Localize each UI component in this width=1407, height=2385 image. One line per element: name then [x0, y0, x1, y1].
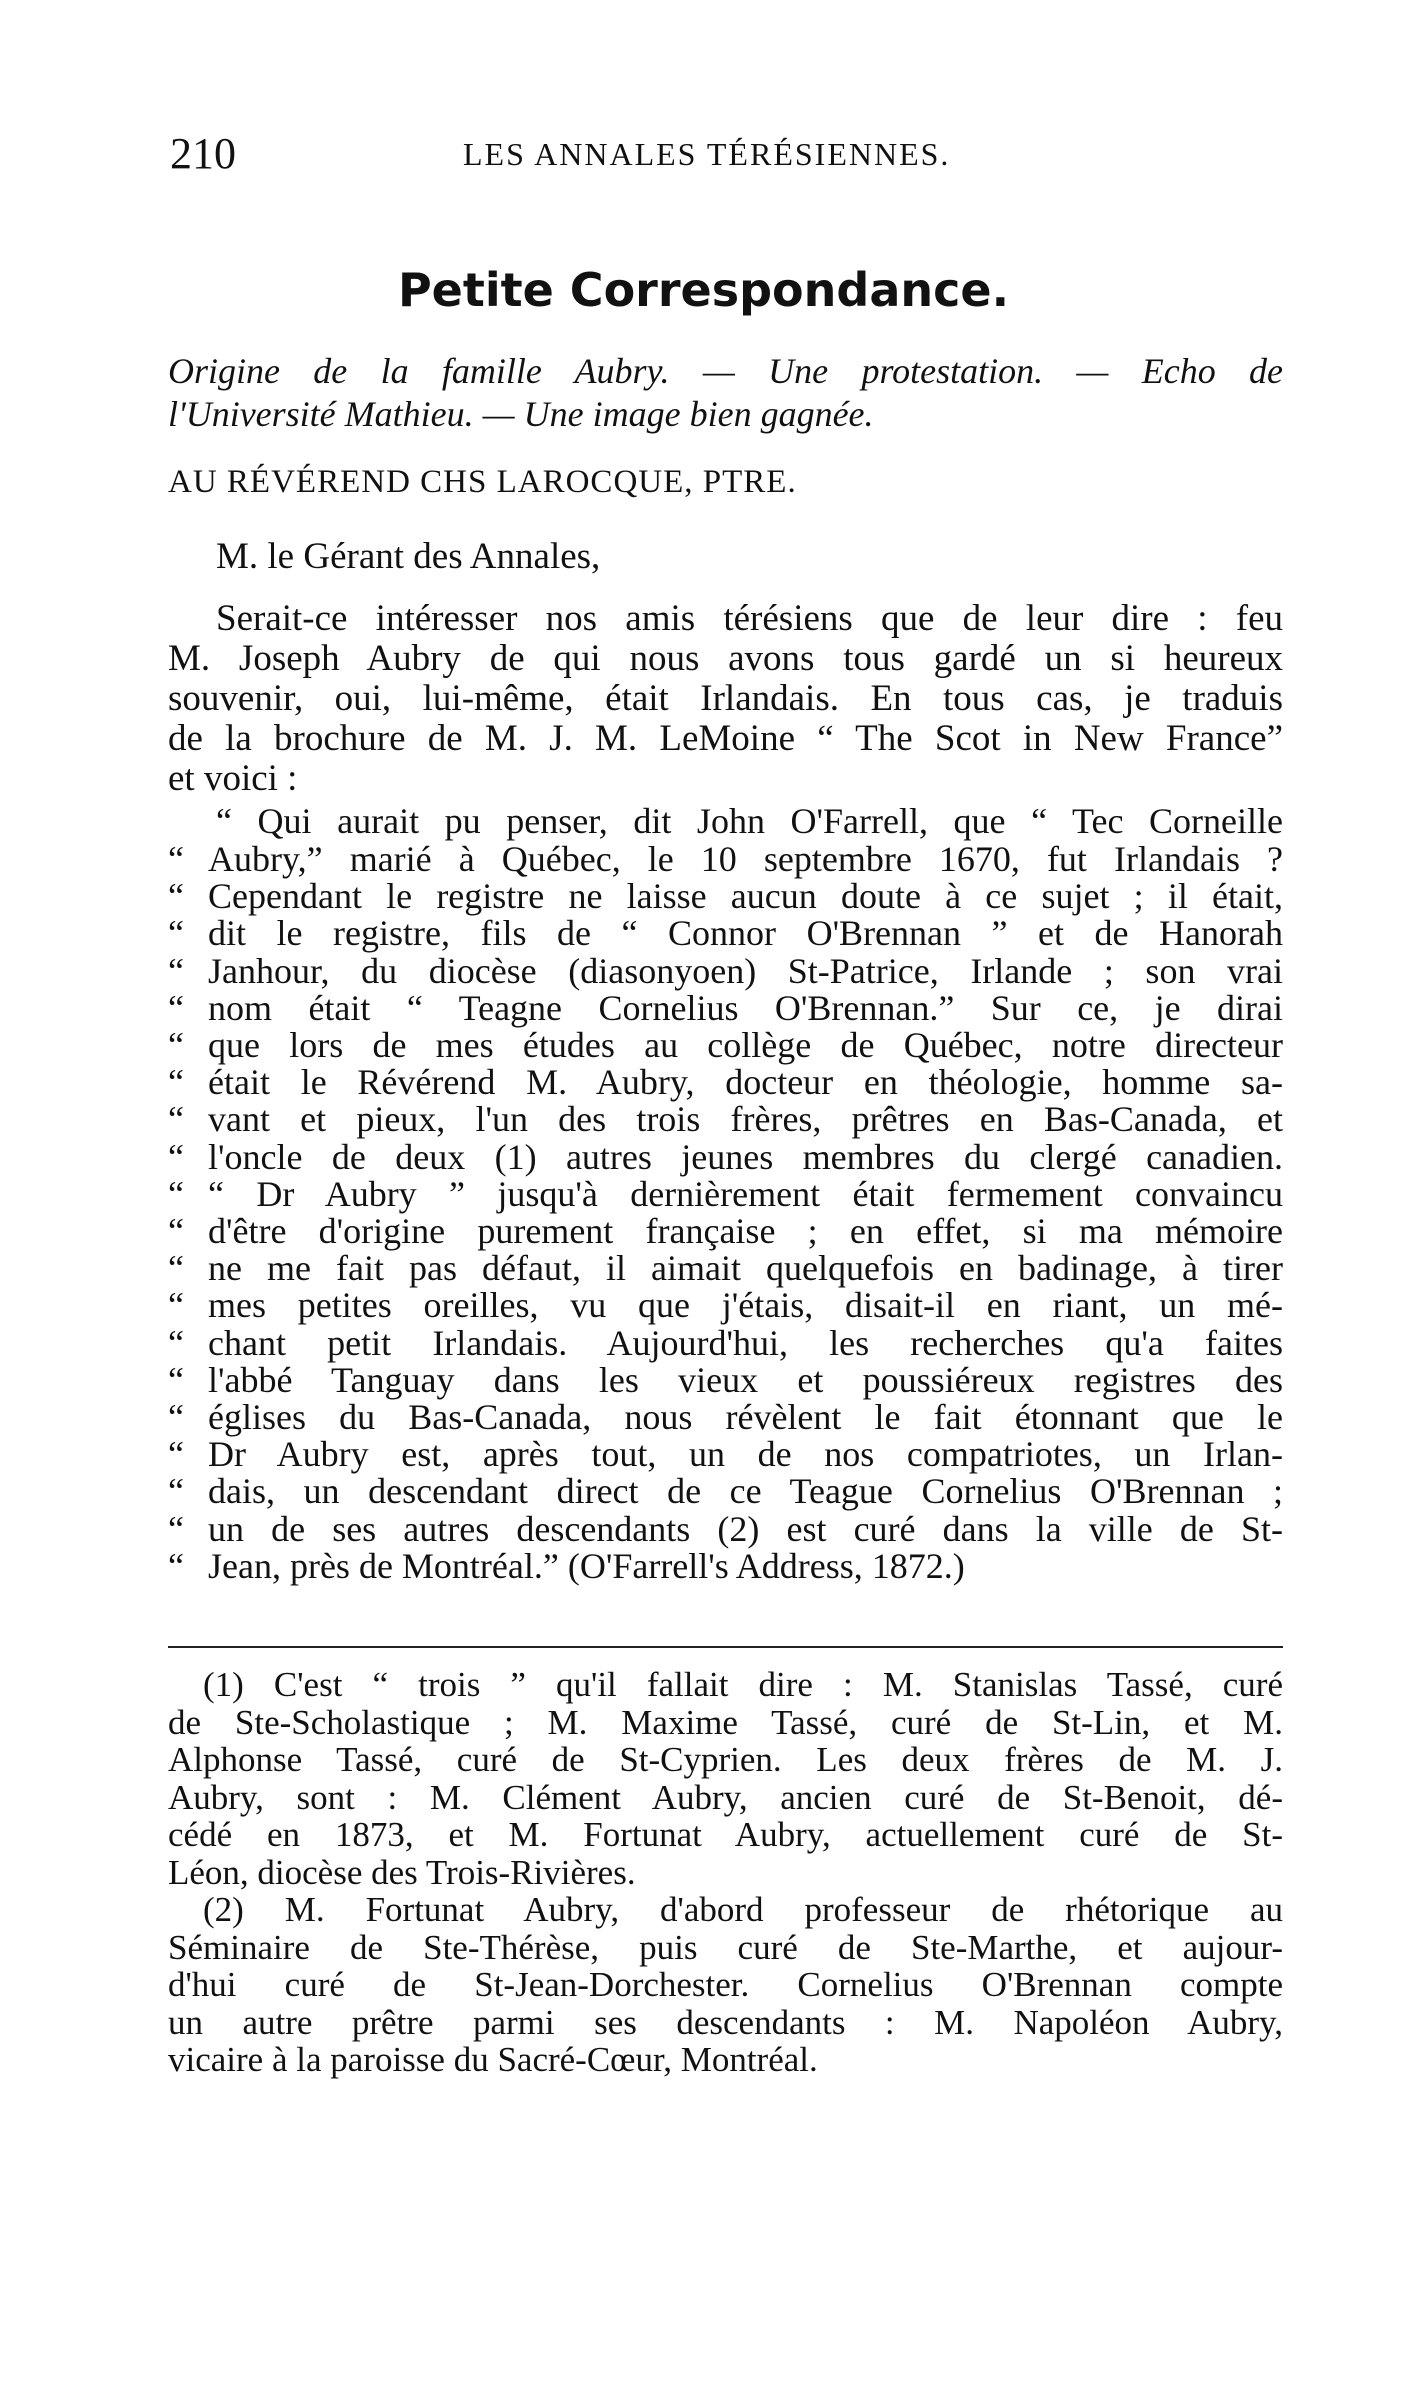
quote-text: Cependant le registre ne laisse aucun doute à ce sujet ; il était, [208, 876, 1283, 917]
footnote-line: Séminaire de Ste-Thérèse, puis curé de Ste-Marthe, et aujour- [168, 1927, 1283, 1967]
quote-marker: “ [168, 1285, 184, 1326]
running-title: LES ANNALES TÉRÉSIENNES. [463, 136, 951, 172]
quote-line [168, 1061, 1283, 1103]
quote-line [168, 1396, 1283, 1438]
quote-text: était le Révérend M. Aubry, docteur en théologie, homme sa- [208, 1062, 1283, 1103]
quote-marker: “ [168, 1062, 184, 1103]
footnote-divider [168, 1646, 1283, 1648]
quote-marker: “ [168, 1248, 184, 1289]
subtitle-line: l'Université Mathieu. — Une image bien gagnée. [168, 394, 874, 434]
subtitle-line: Origine de la famille Aubry. — Une protestation. — Echo de [168, 351, 1283, 391]
quote-marker: “ [168, 950, 184, 991]
footnote-line: Aubry, sont : M. Clément Aubry, ancien curé de St-Benoit, dé- [168, 1777, 1283, 1817]
intro-line: souvenir, oui, lui-même, était Irlandais. En tous cas, je traduis [168, 678, 1283, 719]
quote-line [168, 1470, 1283, 1512]
quote-text: nom était “ Teagne Cornelius O'Brennan.” Sur ce, je dirai [208, 987, 1283, 1028]
footnote-line: d'hui curé de St-Jean-Dorchester. Cornelius O'Brennan compte [168, 1965, 1283, 2004]
quote-marker: “ [168, 1099, 184, 1140]
quote-marker: “ [168, 1136, 184, 1177]
quote-marker: “ [168, 1322, 184, 1363]
quote-line [168, 1545, 1283, 1587]
quote-line [168, 875, 1283, 917]
quote-line [168, 838, 1283, 880]
quote-text: l'oncle de deux (1) autres jeunes membres du clergé canadien. [208, 1136, 1283, 1177]
quote-line [168, 1322, 1283, 1364]
quote-line [168, 950, 1283, 992]
quote-line [168, 912, 1283, 954]
quote-text: Dr Aubry est, après tout, un de nos compatriotes, un Irlan- [208, 1434, 1283, 1475]
quote-line [168, 1173, 1283, 1215]
quote-text: d'être d'origine purement française ; en effet, si ma mémoire [208, 1211, 1283, 1251]
quote-line [168, 1210, 1283, 1252]
salutation: M. le Gérant des Annales, [216, 536, 601, 577]
quote-text: un de ses autres descendants (2) est curé dans la ville de St- [208, 1508, 1283, 1549]
footnote-line: cédé en 1873, et M. Fortunat Aubry, actuellement curé de St- [168, 1815, 1283, 1854]
quote-text: chant petit Irlandais. Aujourd'hui, les recherches qu'a faites [208, 1322, 1283, 1363]
footnote-line: un autre prêtre parmi ses descendants : M. Napoléon Aubry, [168, 2002, 1283, 2042]
quote-line [168, 1098, 1283, 1140]
quote-text: l'abbé Tanguay dans les vieux et poussiéreux registres des [208, 1359, 1283, 1400]
quote-marker: “ [168, 1471, 184, 1512]
footnote-line: (1) C'est “ trois ” qu'il fallait dire : M. Stanislas Tassé, curé [203, 1665, 1283, 1704]
quote-text: que lors de mes études au collège de Québec, notre directeur [208, 1025, 1283, 1065]
quote-marker: “ [168, 1025, 184, 1065]
quote-marker: “ [168, 1211, 184, 1251]
quote-text: “ Dr Aubry ” jusqu'à dernièrement était fermement convaincu [208, 1173, 1283, 1214]
quote-line [168, 1359, 1283, 1401]
footnote-line: vicaire à la paroisse du Sacré-Cœur, Montréal. [168, 2040, 818, 2079]
quote-text: dais, un descendant direct de ce Teague Cornelius O'Brennan ; [208, 1471, 1283, 1512]
quote-marker: “ [168, 876, 184, 917]
footnote-line: Alphonse Tassé, curé de St-Cyprien. Les deux frères de M. J. [168, 1740, 1283, 1779]
quote-marker: “ [168, 1173, 184, 1214]
intro-line: de la brochure de M. J. M. LeMoine “ The Scot in New France” [168, 718, 1283, 759]
quote-line [168, 987, 1283, 1029]
quote-text: églises du Bas-Canada, nous révèlent le fait étonnant que le [208, 1397, 1283, 1437]
footnote-line: de Ste-Scholastique ; M. Maxime Tassé, curé de St-Lin, et M. [168, 1702, 1283, 1742]
quote-marker: “ [168, 839, 184, 879]
quote-marker: “ [168, 1397, 184, 1437]
quote-text: dit le registre, fils de “ Connor O'Brennan ” et de Hanorah [208, 913, 1283, 954]
quote-text: Jean, près de Montréal.” (O'Farrell's Address, 1872.) [208, 1545, 965, 1586]
quote-marker: “ [168, 1434, 184, 1475]
intro-line: et voici : [168, 758, 298, 799]
quote-text: ne me fait pas défaut, il aimait quelquefois en badinage, à tirer [208, 1248, 1283, 1289]
intro-line: Serait-ce intéresser nos amis térésiens que de leur dire : feu [216, 598, 1283, 639]
quote-line [168, 1433, 1283, 1475]
footnote-line: Léon, diocèse des Trois-Rivières. [168, 1852, 636, 1892]
quote-text: Janhour, du diocèse (diasonyoen) St-Patrice, Irlande ; son vrai [208, 950, 1283, 991]
quote-line [168, 1024, 1283, 1066]
quote-line [168, 1136, 1283, 1178]
quote-text: vant et pieux, l'un des trois frères, prêtres en Bas-Canada, et [208, 1099, 1283, 1140]
quote-text: mes petites oreilles, vu que j'étais, disait-il en riant, un mé- [208, 1285, 1283, 1326]
address-line: AU RÉVÉREND CHS LAROCQUE, PTRE. [168, 464, 797, 500]
quote-line: “ Qui aurait pu penser, dit John O'Farrell, que “ Tec Corneille [216, 801, 1283, 841]
quote-text: Aubry,” marié à Québec, le 10 septembre 1670, fut Irlandais ? [208, 839, 1283, 879]
quote-marker: “ [168, 1508, 184, 1549]
footnote-line: (2) M. Fortunat Aubry, d'abord professeur de rhétorique au [203, 1890, 1283, 1929]
quote-line [168, 1284, 1283, 1326]
quote-marker: “ [168, 913, 184, 954]
page-number: 210 [170, 129, 236, 178]
quote-marker: “ [168, 1359, 184, 1400]
quote-line [168, 1247, 1283, 1289]
quote-line [168, 1508, 1283, 1550]
section-title: Petite Correspondance. [397, 263, 1010, 317]
quote-marker: “ [168, 1545, 184, 1586]
quote-marker: “ [168, 987, 184, 1028]
intro-line: M. Joseph Aubry de qui nous avons tous gardé un si heureux [168, 638, 1283, 679]
